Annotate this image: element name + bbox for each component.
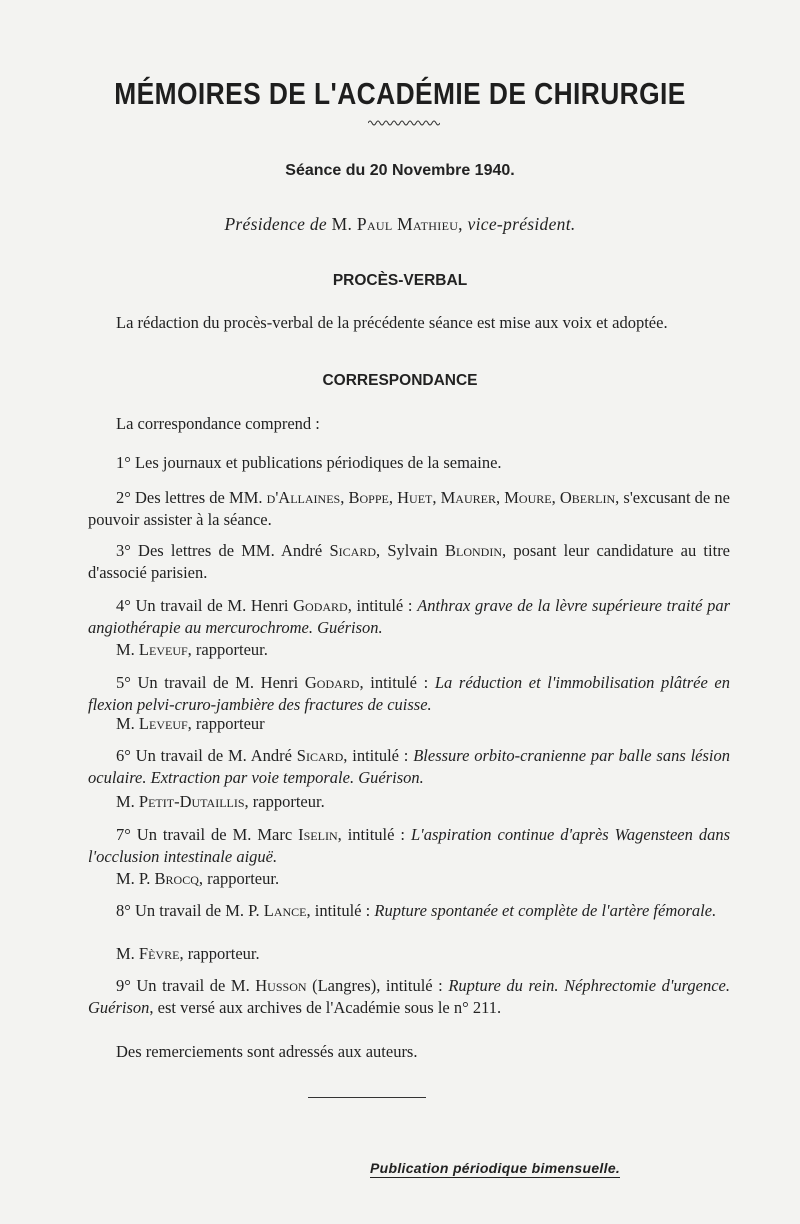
page-title: MÉMOIRES DE L'ACADÉMIE DE CHIRURGIE <box>114 76 686 111</box>
author-name: Sicard <box>296 746 344 765</box>
wavy-ornament <box>368 119 440 127</box>
rapporteur-name: Petit-Dutaillis <box>138 792 245 811</box>
section-divider <box>308 1097 426 1098</box>
correspondance-intro: La correspondance comprend : <box>116 414 320 433</box>
correspondance-item-8: 8° Un travail de M. P. Lance, intitulé : Rupture spontanée et complète de l'artère fémorale. <box>116 901 717 920</box>
correspondance-item-1: 1° Les journaux et publications périodiques de la semaine. <box>116 453 502 472</box>
rapporteur-line: M. Leveuf, rapporteur. <box>116 640 268 659</box>
correspondance-item-5: 5° Un travail de M. Henri Godard, intitulé : La réduction et l'immobilisation plâtrée en flexion pelvi-cruro-jambière des fractures de cuisse. <box>88 673 730 714</box>
correspondance-item-7: 7° Un travail de M. Marc Iselin, intitulé : L'aspiration continue d'après Wagensteen dans l'occlusion intestinale aiguë. <box>88 825 731 866</box>
presidence-m: M. <box>331 214 353 234</box>
presidence-suffix: vice-président. <box>467 214 576 234</box>
author-name: Godard <box>293 596 348 615</box>
correspondance-item-4: 4° Un travail de M. Henri Godard, intitulé : Anthrax grave de la lèvre supérieure traité par angiothérapie au mercurochrome. Guérison. <box>88 596 730 637</box>
candidate-name: Sicard <box>329 541 376 560</box>
work-title: Rupture spontanée et complète de l'artère fémorale. <box>374 901 717 920</box>
rapporteur-name: Brocq <box>154 869 199 888</box>
correspondance-item-6: 6° Un travail de M. André Sicard, intitulé : Blessure orbito-cranienne par balle sans lésion oculaire. Extraction par voie temporale. Guérison. <box>88 746 730 787</box>
author-name: Husson <box>255 976 307 995</box>
presidence-line: Présidence de M. Paul Mathieu, vice-président. <box>224 214 576 234</box>
proces-verbal-heading: PROCÈS-VERBAL <box>332 272 468 289</box>
rapporteur-name: Fèvre <box>138 944 180 963</box>
presidence-prefix: Présidence de <box>224 214 327 234</box>
excused-names: d'Allaines, Boppe, Huet, Maurer, Moure, Oberlin <box>266 488 616 507</box>
rapporteur-line: M. P. Brocq, rapporteur. <box>116 869 280 888</box>
seance-date: Séance du 20 Novembre 1940. <box>285 162 515 179</box>
candidate-name: Blondin <box>444 541 502 560</box>
correspondance-heading: CORRESPONDANCE <box>322 372 478 389</box>
work-title: Rupture du rein. Néphrectomie d'urgence. Guérison <box>88 976 731 1017</box>
proces-verbal-text: La rédaction du procès-verbal de la précédente séance est mise aux voix et adoptée. <box>116 313 668 332</box>
closing-line: Des remerciements sont adressés aux auteurs. <box>116 1042 418 1061</box>
rapporteur-line: M. Leveuf, rapporteur <box>116 714 265 733</box>
correspondance-item-3: 3° Des lettres de MM. André Sicard, Sylvain Blondin, posant leur candidature au titre d'associé parisien. <box>88 541 731 582</box>
rapporteur-line: M. Fèvre, rapporteur. <box>116 944 260 963</box>
work-title: L'aspiration continue d'après Wagensteen dans l'occlusion intestinale aiguë. <box>88 825 731 866</box>
work-title: La réduction et l'immobilisation plâtrée en flexion pelvi-cruro-jambière des fractures de cuisse. <box>88 673 730 714</box>
author-name: Iselin <box>298 825 338 844</box>
rapporteur-name: Leveuf <box>138 714 188 733</box>
correspondance-item-2: 2° Des lettres de MM. d'Allaines, Boppe, Huet, Maurer, Moure, Oberlin, s'excusant de ne pouvoir assister à la séance. <box>88 488 730 529</box>
correspondance-item-9: 9° Un travail de M. Husson (Langres), intitulé : Rupture du rein. Néphrectomie d'urgence. Guérison, est versé aux archives de l'Académie sous le n° 211. <box>88 976 731 1017</box>
footer-publication: Publication périodique bimensuelle. <box>370 1160 621 1176</box>
work-title: Anthrax grave de la lèvre supérieure traité par angiothérapie au mercurochrome. Guérison. <box>88 596 730 637</box>
author-name: Godard <box>304 673 360 692</box>
president-name: Paul Mathieu <box>356 214 459 234</box>
rapporteur-name: Leveuf <box>138 640 188 659</box>
rapporteur-line: M. Petit-Dutaillis, rapporteur. <box>116 792 325 811</box>
work-title: Blessure orbito-cranienne par balle sans lésion oculaire. Extraction par voie temporale. Guérison. <box>88 746 730 787</box>
author-name: Lance <box>263 901 307 920</box>
